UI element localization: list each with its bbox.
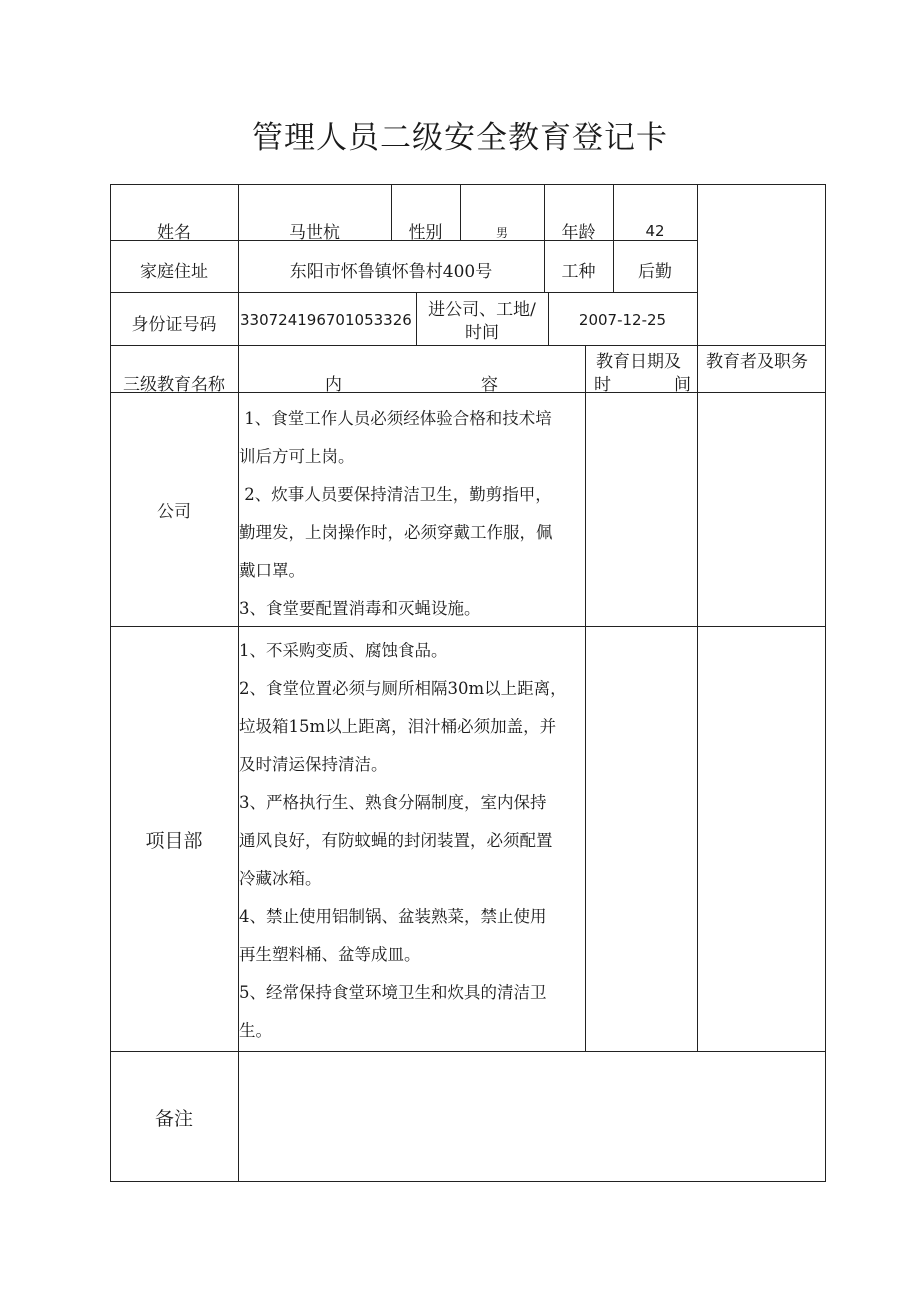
- gender-label: 性别: [408, 223, 443, 243]
- id-number-label: 身份证号码: [131, 315, 217, 335]
- project-line: 1、不采购变质、腐蚀食品。: [239, 641, 448, 660]
- edu-date-header-line2a: 时: [594, 375, 611, 395]
- company-line: 1、食堂工作人员必须经体验合格和技术培: [239, 409, 552, 428]
- remarks-label: 备注: [154, 1108, 193, 1130]
- entry-date-label-line2: 时间: [465, 323, 499, 343]
- name-value: 马世杭: [289, 223, 340, 243]
- address-value: 东阳市怀鲁镇怀鲁村400号: [289, 262, 493, 282]
- company-level-label: 公司: [157, 502, 191, 522]
- project-line: 4、禁止使用铝制锅、盆装熟菜，禁止使用: [239, 907, 547, 926]
- entry-date-value: 2007-12-25: [578, 311, 667, 329]
- educator-header: 教育者及职务: [706, 352, 808, 372]
- company-line: 戴口罩。: [239, 561, 305, 580]
- content-header-a: 内: [325, 375, 342, 395]
- address-label: 家庭住址: [140, 262, 208, 282]
- company-content: [239, 400, 585, 628]
- project-line: 通风良好，有防蚊蝇的封闭装置，必须配置: [239, 831, 553, 850]
- project-content: [239, 632, 585, 1050]
- project-line: 冷藏冰箱。: [239, 869, 322, 888]
- project-level-label: 项目部: [145, 830, 203, 852]
- project-line: 再生塑料桶、盆等成皿。: [239, 945, 421, 964]
- page-title: 管理人员二级安全教育登记卡: [252, 120, 668, 156]
- project-line: 3、严格执行生、熟食分隔制度，室内保持: [239, 793, 547, 812]
- entry-date-label-line1: 进公司、工地/: [428, 300, 536, 320]
- project-line: 及时清运保持清洁。: [239, 755, 388, 774]
- job-label: 工种: [561, 262, 596, 282]
- company-line: 勤理发，上岗操作时，必须穿戴工作服，佩: [239, 523, 553, 542]
- project-line: 2、食堂位置必须与厕所相隔30m以上距离，: [239, 679, 567, 698]
- content-header-b: 容: [481, 375, 498, 395]
- project-line: 垃圾箱15m以上距离，泪汁桶必须加盖，并: [239, 717, 557, 736]
- company-line: 3、食堂要配置消毒和灭蝇设施。: [239, 599, 481, 618]
- edu-date-header-line1: 教育日期及: [596, 352, 681, 372]
- company-line: 训后方可上岗。: [239, 447, 355, 466]
- id-number-value: 330724196701053326: [240, 311, 412, 329]
- job-value: 后勤: [638, 262, 672, 282]
- age-value: 42: [645, 222, 665, 240]
- age-label: 年龄: [561, 223, 596, 243]
- project-line: 5、经常保持食堂环境卫生和炊具的清洁卫: [239, 983, 547, 1002]
- company-line: 2、炊事人员要保持清洁卫生，勤剪指甲，: [239, 485, 552, 504]
- name-label: 姓名: [157, 223, 191, 243]
- level-name-header: 三级教育名称: [123, 375, 225, 395]
- gender-value: 男: [495, 226, 508, 240]
- edu-date-header-line2b: 间: [674, 375, 691, 395]
- project-line: 生。: [239, 1021, 272, 1040]
